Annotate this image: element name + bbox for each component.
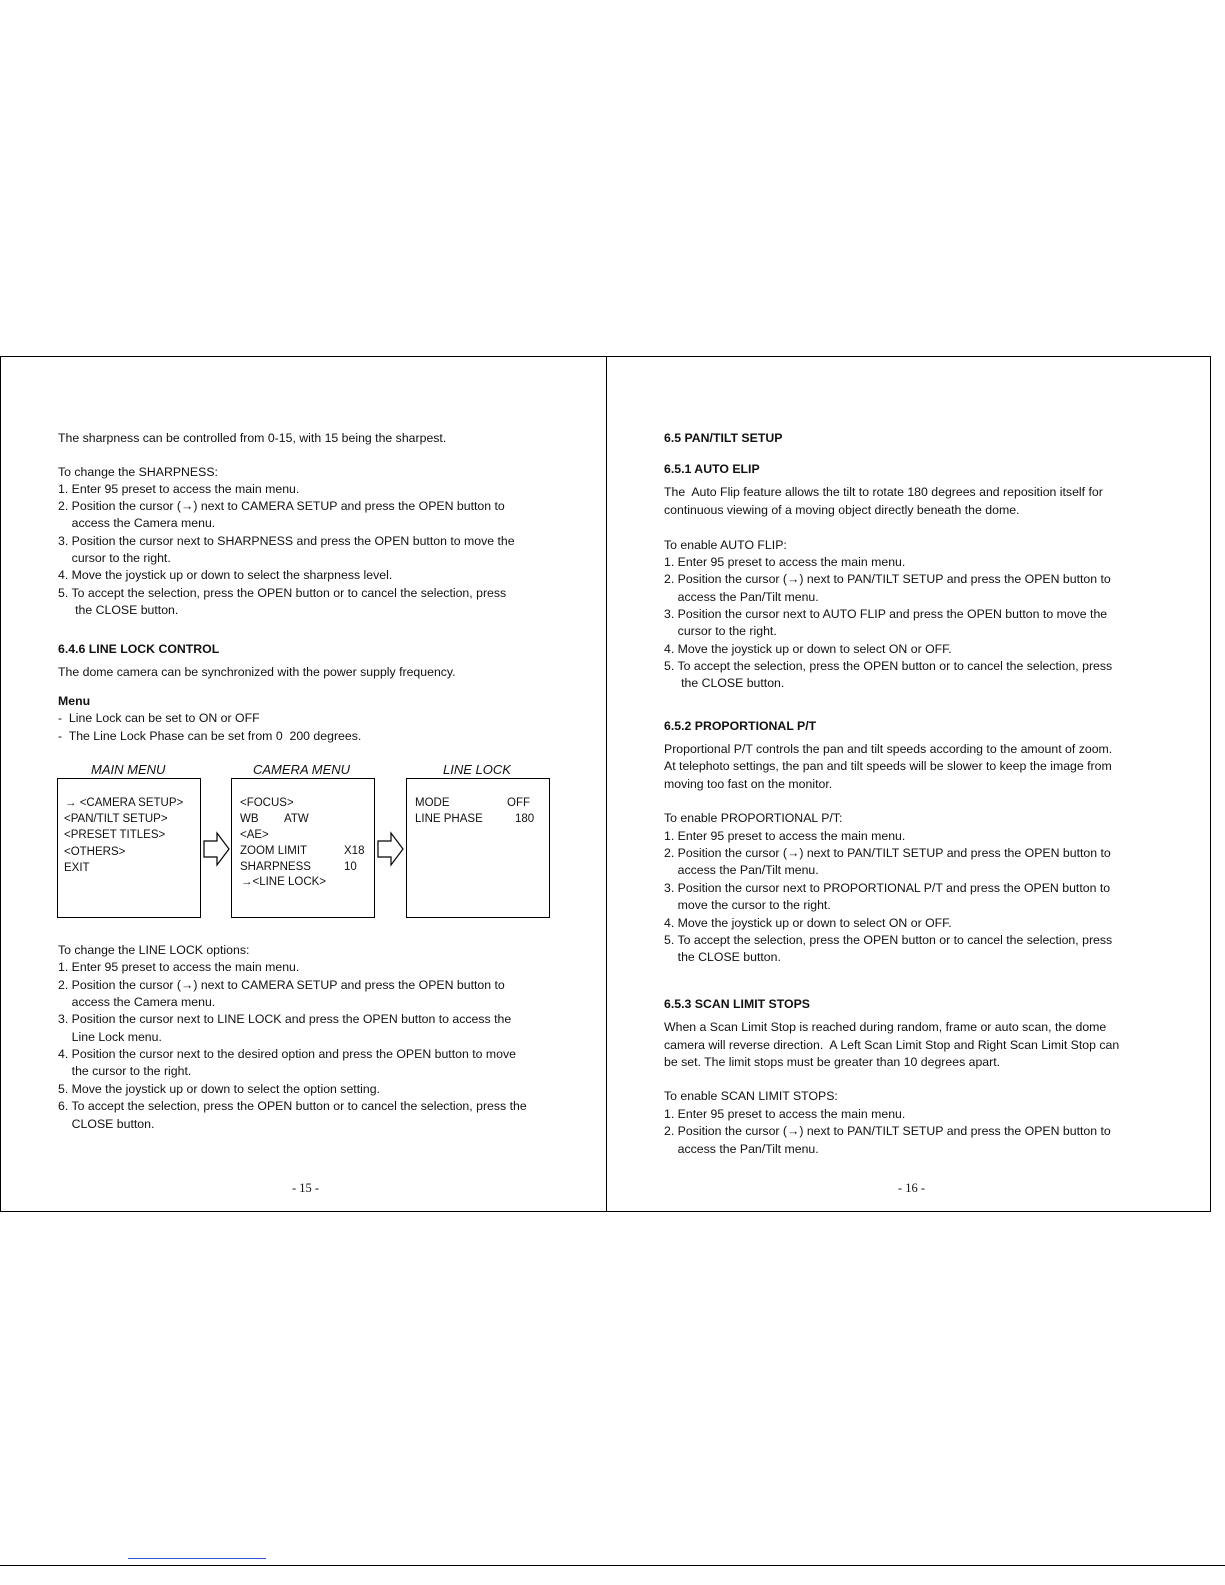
auto-flip-description: The Auto Flip feature allows the tilt to rotate 180 degrees and reposition itself for: [664, 485, 1103, 499]
section-heading-auto-flip: 6.5.1 AUTO ELIP: [664, 462, 760, 476]
page-divider: [606, 357, 607, 1211]
bottom-rule: [0, 1565, 1225, 1566]
auto-flip-step: 2. Position the cursor (→) next to PAN/TILT SETUP and press the OPEN button to: [664, 572, 1111, 586]
menu-heading: Menu: [58, 694, 91, 708]
main-menu-item-preset-titles: <PRESET TITLES>: [64, 829, 166, 841]
section-heading-pan-tilt: 6.5 PAN/TILT SETUP: [664, 431, 783, 445]
scan-limit-description: be set. The limit stops must be greater than 10 degrees apart.: [664, 1055, 1001, 1069]
sharpness-step: access the Camera menu.: [58, 516, 216, 530]
sharpness-step: 4. Move the joystick up or down to select the sharpness level.: [58, 568, 393, 582]
menu-bullet: - The Line Lock Phase can be set from 0 200 degrees.: [58, 729, 362, 743]
proportional-description: At telephoto settings, the pan and tilt speeds will be slower to keep the image from: [664, 759, 1112, 773]
proportional-step: 4. Move the joystick up or down to select ON or OFF.: [664, 916, 952, 930]
camera-menu-item-sharpness: SHARPNESS: [240, 861, 311, 873]
line-lock-menu-title: LINE LOCK: [443, 762, 511, 777]
section-heading-line-lock: 6.4.6 LINE LOCK CONTROL: [58, 642, 220, 656]
scan-limit-description: camera will reverse direction. A Left Scan Limit Stop and Right Scan Limit Stop can: [664, 1038, 1120, 1052]
main-menu-item-pan-tilt: <PAN/TILT SETUP>: [64, 813, 168, 825]
sharpness-step: cursor to the right.: [58, 551, 171, 565]
right-arrow-icon: [203, 831, 231, 867]
auto-flip-step: access the Pan/Tilt menu.: [664, 590, 819, 604]
auto-flip-step: the CLOSE button.: [664, 676, 785, 690]
proportional-step: 1. Enter 95 preset to access the main menu.: [664, 829, 906, 843]
page-number-left: - 15 -: [292, 1181, 320, 1195]
line-lock-item-phase: LINE PHASE: [415, 813, 483, 825]
auto-flip-description: continuous viewing of a moving object directly beneath the dome.: [664, 503, 1020, 517]
proportional-step: access the Pan/Tilt menu.: [664, 863, 819, 877]
main-menu-item-others: <OTHERS>: [64, 846, 126, 858]
line-lock-step: 1. Enter 95 preset to access the main menu.: [58, 960, 300, 974]
line-lock-step: access the Camera menu.: [58, 995, 216, 1009]
proportional-description: Proportional P/T controls the pan and tilt speeds according to the amount of zoom.: [664, 742, 1113, 756]
sharpness-step: 2. Position the cursor (→) next to CAMERA SETUP and press the OPEN button to: [58, 499, 505, 513]
link-underline: [128, 1558, 266, 1559]
proportional-step: 3. Position the cursor next to PROPORTIONAL P/T and press the OPEN button to: [664, 881, 1111, 895]
auto-flip-instructions-title: To enable AUTO FLIP:: [664, 538, 787, 552]
main-menu-item-exit: EXIT: [64, 862, 90, 874]
camera-menu-title: CAMERA MENU: [253, 762, 351, 777]
line-lock-step: 4. Position the cursor next to the desired option and press the OPEN button to move: [58, 1047, 516, 1061]
sharpness-step: 5. To accept the selection, press the OPEN button or to cancel the selection, press: [58, 586, 507, 600]
camera-menu-value-zoom-limit: X18: [344, 845, 365, 857]
scan-limit-step: access the Pan/Tilt menu.: [664, 1142, 819, 1156]
line-lock-value-phase: 180: [515, 813, 535, 825]
scan-limit-step: 1. Enter 95 preset to access the main menu.: [664, 1107, 906, 1121]
proportional-instructions-title: To enable PROPORTIONAL P/T:: [664, 811, 843, 825]
scan-limit-step: 2. Position the cursor (→) next to PAN/TILT SETUP and press the OPEN button to: [664, 1124, 1111, 1138]
line-lock-step: 6. To accept the selection, press the OPEN button or to cancel the selection, press the: [58, 1099, 527, 1113]
proportional-step: the CLOSE button.: [664, 950, 781, 964]
menu-bullet: - Line Lock can be set to ON or OFF: [58, 711, 260, 725]
camera-menu-value-wb: ATW: [284, 813, 309, 825]
line-lock-instructions-title: To change the LINE LOCK options:: [58, 943, 250, 957]
auto-flip-step: 4. Move the joystick up or down to select ON or OFF.: [664, 642, 952, 656]
auto-flip-step: cursor to the right.: [664, 624, 777, 638]
section-heading-scan-limit: 6.5.3 SCAN LIMIT STOPS: [664, 997, 811, 1011]
intro-text: The sharpness can be controlled from 0-15, with 15 being the sharpest.: [58, 431, 447, 445]
camera-menu-item-zoom-limit: ZOOM LIMIT: [240, 845, 308, 857]
proportional-step: move the cursor to the right.: [664, 898, 831, 912]
sharpness-step: 3. Position the cursor next to SHARPNESS and press the OPEN button to move the: [58, 534, 515, 548]
camera-menu-item-ae: <AE>: [240, 829, 269, 841]
line-lock-step: 3. Position the cursor next to LINE LOCK and press the OPEN button to access the: [58, 1012, 512, 1026]
proportional-step: 5. To accept the selection, press the OPEN button or to cancel the selection, press: [664, 933, 1113, 947]
camera-menu-item-line-lock: →<LINE LOCK>: [241, 876, 327, 888]
line-lock-value-mode: OFF: [507, 797, 530, 809]
line-lock-step: the cursor to the right.: [58, 1064, 192, 1078]
line-lock-step: 2. Position the cursor (→) next to CAMERA SETUP and press the OPEN button to: [58, 978, 505, 992]
scan-limit-instructions-title: To enable SCAN LIMIT STOPS:: [664, 1089, 838, 1103]
manual-spread: [0, 356, 1211, 1212]
page-number-right: - 16 -: [898, 1181, 926, 1195]
sharpness-step: the CLOSE button.: [58, 603, 179, 617]
camera-menu-item-wb: WB: [240, 813, 259, 825]
right-arrow-icon: [377, 831, 405, 867]
scan-limit-description: When a Scan Limit Stop is reached during random, frame or auto scan, the dome: [664, 1020, 1107, 1034]
camera-menu-item-focus: <FOCUS>: [240, 797, 294, 809]
proportional-description: moving too fast on the monitor.: [664, 777, 833, 791]
camera-menu-value-sharpness: 10: [344, 861, 357, 873]
section-heading-proportional: 6.5.2 PROPORTIONAL P/T: [664, 719, 817, 733]
auto-flip-step: 1. Enter 95 preset to access the main menu.: [664, 555, 906, 569]
line-lock-item-mode: MODE: [415, 797, 450, 809]
line-lock-step: CLOSE button.: [58, 1117, 155, 1131]
line-lock-step: Line Lock menu.: [58, 1030, 162, 1044]
auto-flip-step: 5. To accept the selection, press the OPEN button or to cancel the selection, press: [664, 659, 1113, 673]
main-menu-title: MAIN MENU: [91, 762, 166, 777]
auto-flip-step: 3. Position the cursor next to AUTO FLIP and press the OPEN button to move the: [664, 607, 1108, 621]
main-menu-item-camera-setup: → <CAMERA SETUP>: [65, 797, 184, 809]
line-lock-step: 5. Move the joystick up or down to select the option setting.: [58, 1082, 380, 1096]
line-lock-description: The dome camera can be synchronized with the power supply frequency.: [58, 665, 456, 679]
proportional-step: 2. Position the cursor (→) next to PAN/TILT SETUP and press the OPEN button to: [664, 846, 1111, 860]
sharpness-step: 1. Enter 95 preset to access the main menu.: [58, 482, 300, 496]
sharpness-instructions-title: To change the SHARPNESS:: [58, 465, 218, 479]
